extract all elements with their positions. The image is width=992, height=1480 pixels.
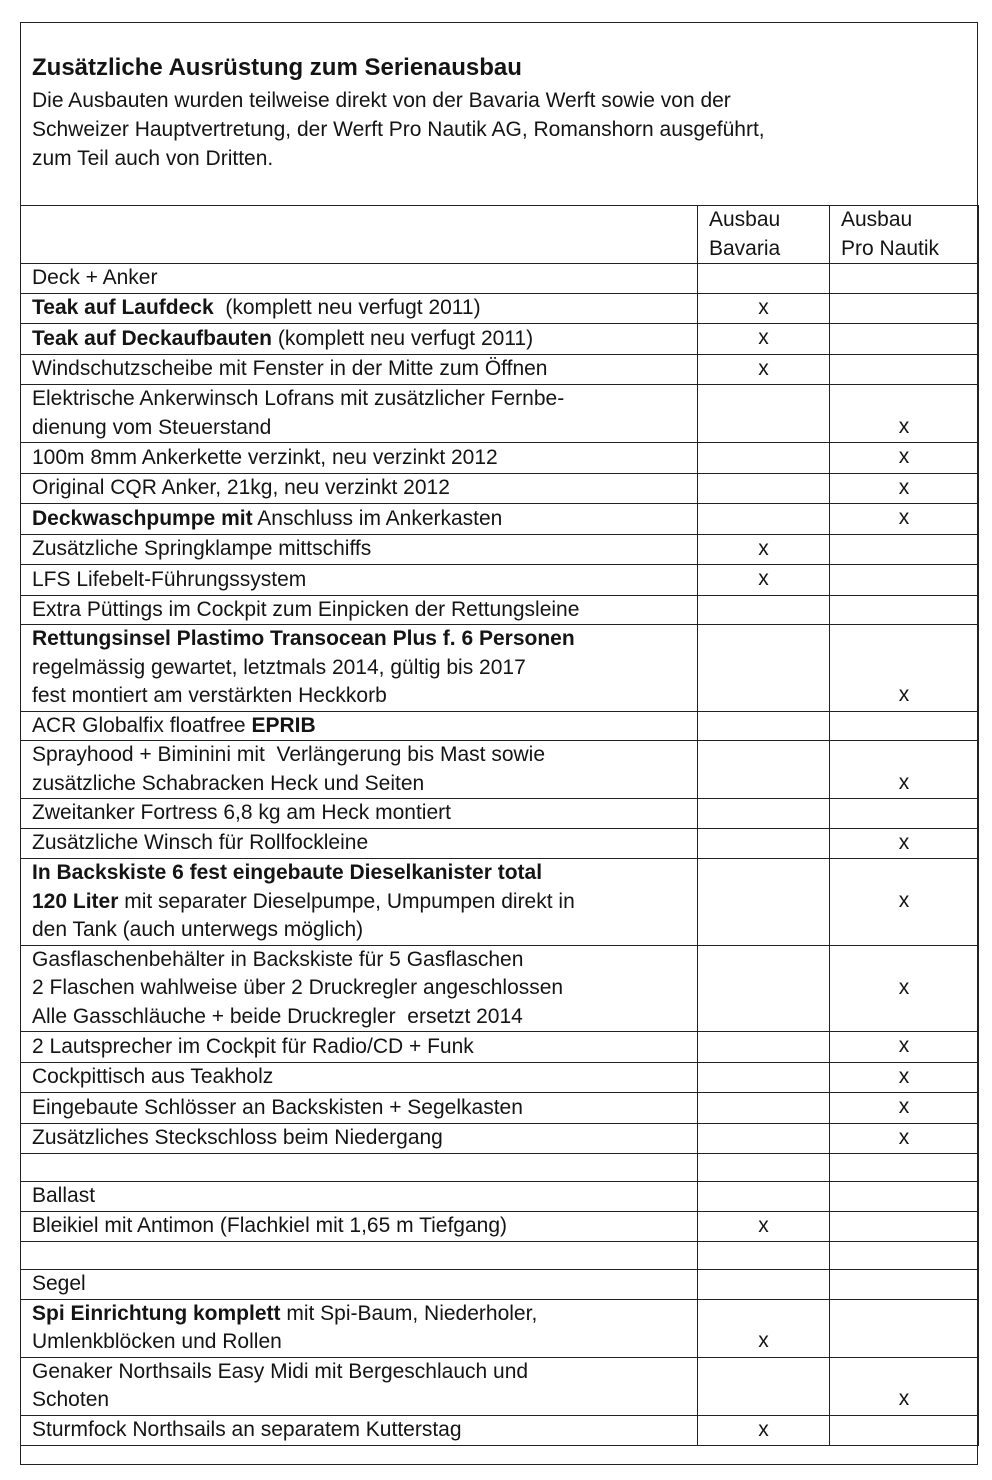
section-row <box>21 1182 979 1212</box>
table-row <box>21 504 979 535</box>
pronautik-mark: x <box>830 504 979 535</box>
pronautik-mark: x <box>830 945 979 1032</box>
table-row <box>21 1415 979 1446</box>
table-row <box>21 741 979 799</box>
item-cell: Deckwaschpumpe mit Anschluss im Ankerkasten <box>21 504 698 535</box>
item-cell: Eingebaute Schlösser an Backskisten + Segelkasten <box>21 1093 698 1124</box>
empty-row <box>21 1154 979 1182</box>
section-title-deck: Deck + Anker <box>21 264 698 294</box>
bavaria-mark: x <box>698 565 830 596</box>
bavaria-mark: x <box>698 354 830 385</box>
bavaria-mark: x <box>698 1211 830 1242</box>
item-cell: Genaker Northsails Easy Midi mit Bergeschlauch und Schoten <box>21 1357 698 1415</box>
pronautik-mark: x <box>830 625 979 712</box>
item-cell: Original CQR Anker, 21kg, neu verzinkt 2012 <box>21 473 698 504</box>
pronautik-mark: x <box>830 859 979 946</box>
table-row <box>21 565 979 596</box>
table-row <box>21 324 979 355</box>
item-cell: 100m 8mm Ankerkette verzinkt, neu verzinkt 2012 <box>21 443 698 474</box>
section-title-segel: Segel <box>21 1270 698 1300</box>
intro-line: Die Ausbauten wurden teilweise direkt von der Bavaria Werft sowie von der <box>32 89 731 112</box>
document-title: Zusätzliche Ausrüstung zum Serienausbau <box>32 54 522 81</box>
table-header-row <box>21 206 979 264</box>
item-cell: Teak auf Laufdeck (komplett neu verfugt 2011) <box>21 293 698 324</box>
intro-line: Schweizer Hauptvertretung, der Werft Pro Nautik AG, Romanshorn ausgeführt, <box>32 118 765 141</box>
empty-row <box>21 1242 979 1270</box>
item-cell: Rettungsinsel Plastimo Transocean Plus f. 6 Personen regelmässig gewartet, letztmals 2014, gültig bis 2017 fest montiert am verstärkten Heckkorb <box>21 625 698 712</box>
table-row <box>21 1032 979 1063</box>
table-row <box>21 711 979 741</box>
intro-block <box>20 22 978 205</box>
table-row <box>21 534 979 565</box>
table-row <box>21 859 979 946</box>
item-cell: LFS Lifebelt-Führungssystem <box>21 565 698 596</box>
pronautik-mark: x <box>830 385 979 443</box>
pronautik-mark: x <box>830 741 979 799</box>
table-row <box>21 828 979 859</box>
table-row <box>21 595 979 625</box>
pronautik-mark: x <box>830 828 979 859</box>
item-cell: Spi Einrichtung komplett mit Spi-Baum, Niederholer, Umlenkblöcken und Rollen <box>21 1299 698 1357</box>
pronautik-mark: x <box>830 1093 979 1124</box>
table-row <box>21 799 979 829</box>
bavaria-mark: x <box>698 293 830 324</box>
item-cell: Sprayhood + Biminini mit Verlängerung bis Mast sowie zusätzliche Schabracken Heck und Seiten <box>21 741 698 799</box>
table-row <box>21 1299 979 1357</box>
bavaria-mark: x <box>698 1415 830 1446</box>
table-row <box>21 354 979 385</box>
table-row <box>21 1211 979 1242</box>
item-cell: In Backskiste 6 fest eingebaute Dieselkanister total 120 Liter mit separater Dieselpumpe, Umpumpen direkt in den Tank (auch unterwegs möglich) <box>21 859 698 946</box>
table-row <box>21 443 979 474</box>
pronautik-mark: x <box>830 1357 979 1415</box>
section-row <box>21 264 979 294</box>
item-cell: Windschutzscheibe mit Fenster in der Mitte zum Öffnen <box>21 354 698 385</box>
table-row <box>21 1123 979 1154</box>
item-cell: Zusätzliches Steckschloss beim Niedergang <box>21 1123 698 1154</box>
item-cell: ACR Globalfix floatfree EPRIB <box>21 711 698 741</box>
header-item-cell <box>21 206 698 264</box>
equipment-table <box>20 205 979 1446</box>
item-cell: Gasflaschenbehälter in Backskiste für 5 Gasflaschen 2 Flaschen wahlweise über 2 Druckregler angeschlossen Alle Gasschläuche + beide Druckregler ersetzt 2014 <box>21 945 698 1032</box>
section-row <box>21 1270 979 1300</box>
bavaria-mark: x <box>698 324 830 355</box>
pronautik-mark: x <box>830 473 979 504</box>
pronautik-mark: x <box>830 443 979 474</box>
item-cell: Sturmfock Northsails an separatem Kutterstag <box>21 1415 698 1446</box>
bavaria-mark: x <box>698 534 830 565</box>
item-cell: 2 Lautsprecher im Cockpit für Radio/CD + Funk <box>21 1032 698 1063</box>
item-cell: Zusätzliche Springklampe mittschiffs <box>21 534 698 565</box>
intro-text <box>32 86 966 173</box>
item-cell: Bleikiel mit Antimon (Flachkiel mit 1,65 m Tiefgang) <box>21 1211 698 1242</box>
table-row <box>21 1062 979 1093</box>
pronautik-mark: x <box>830 1032 979 1063</box>
section-title-ballast: Ballast <box>21 1182 698 1212</box>
header-bavaria: Ausbau Bavaria <box>698 206 830 264</box>
pronautik-mark: x <box>830 1062 979 1093</box>
table-row <box>21 385 979 443</box>
item-cell: Extra Püttings im Cockpit zum Einpicken der Rettungsleine <box>21 595 698 625</box>
table-row <box>21 1357 979 1415</box>
intro-line: zum Teil auch von Dritten. <box>32 147 274 170</box>
table-row <box>21 1093 979 1124</box>
item-cell: Zweitanker Fortress 6,8 kg am Heck montiert <box>21 799 698 829</box>
table-row <box>21 945 979 1032</box>
item-cell: Cockpittisch aus Teakholz <box>21 1062 698 1093</box>
table-row <box>21 293 979 324</box>
item-cell: Elektrische Ankerwinsch Lofrans mit zusätzlicher Fernbe- dienung vom Steuerstand <box>21 385 698 443</box>
item-cell: Teak auf Deckaufbauten (komplett neu verfugt 2011) <box>21 324 698 355</box>
table-row <box>21 625 979 712</box>
header-pronautik: Ausbau Pro Nautik <box>830 206 979 264</box>
item-cell: Zusätzliche Winsch für Rollfockleine <box>21 828 698 859</box>
table-row <box>21 473 979 504</box>
pronautik-mark: x <box>830 1123 979 1154</box>
bavaria-mark: x <box>698 1299 830 1357</box>
